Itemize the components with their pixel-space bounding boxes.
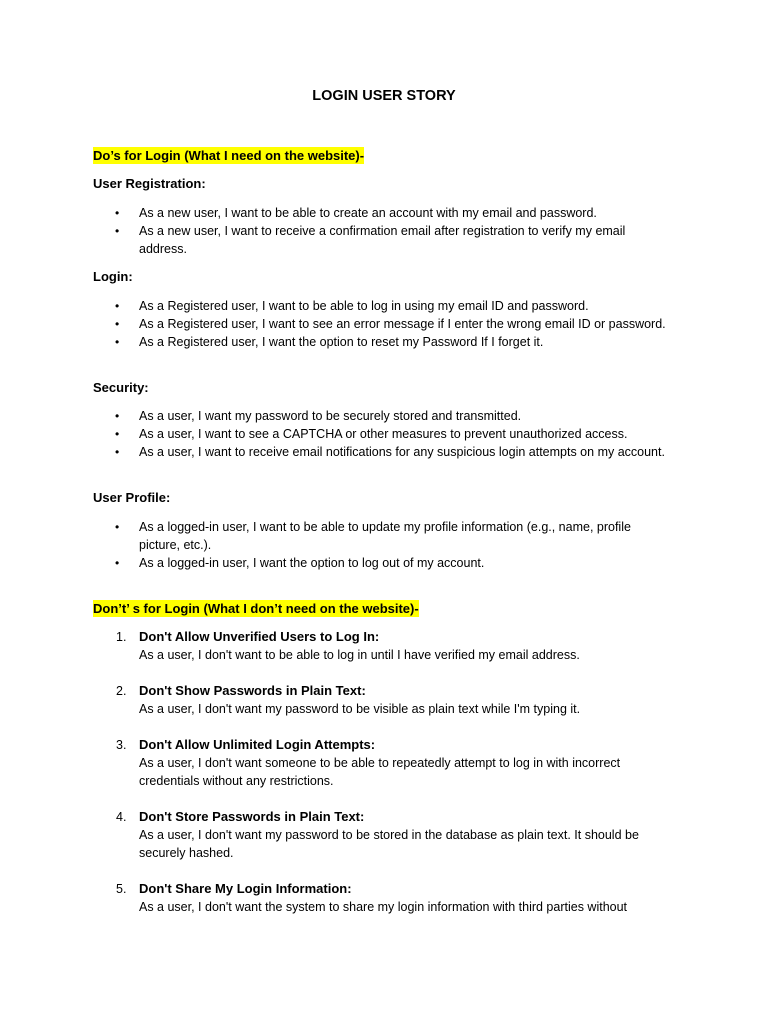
bullet-icon: • bbox=[115, 299, 120, 313]
list-item bbox=[0, 808, 669, 862]
list-item bbox=[0, 443, 669, 461]
list-item-text: As a user, I want my password to be securely stored and transmitted. bbox=[139, 409, 522, 423]
donts-heading-text: Don’t’ s for Login (What I don’t need on the website)- bbox=[93, 601, 419, 616]
list-item bbox=[0, 425, 669, 443]
list-item-text: As a Registered user, I want to see an error message if I enter the wrong email ID or password. bbox=[139, 317, 666, 331]
list-item bbox=[0, 407, 669, 425]
list-item bbox=[0, 628, 669, 664]
list-item bbox=[0, 222, 669, 258]
bullet-icon: • bbox=[115, 556, 120, 570]
item-number: 3. bbox=[116, 738, 127, 752]
list-item bbox=[0, 333, 669, 351]
item-text: As a user, I don't want my password to be stored in the database as plain text. It should be securely hashed. bbox=[139, 828, 639, 860]
section-heading-security: Security: bbox=[93, 380, 149, 395]
bullet-icon: • bbox=[115, 445, 120, 459]
bullet-icon: • bbox=[115, 317, 120, 331]
donts-list bbox=[0, 628, 768, 934]
section-list-user-registration bbox=[0, 204, 768, 258]
list-item-text: As a logged-in user, I want the option to log out of my account. bbox=[139, 556, 485, 570]
item-text: As a user, I don't want my password to be visible as plain text while I'm typing it. bbox=[139, 702, 581, 716]
section-heading-login: Login: bbox=[93, 269, 133, 284]
list-item bbox=[0, 315, 669, 333]
section-list-security bbox=[0, 407, 768, 461]
list-item bbox=[0, 880, 669, 916]
bullet-icon: • bbox=[115, 224, 120, 238]
list-item bbox=[0, 736, 669, 790]
donts-heading bbox=[93, 600, 419, 618]
item-title: Don't Show Passwords in Plain Text: bbox=[139, 683, 366, 698]
item-text: As a user, I don't want someone to be able to repeatedly attempt to log in with incorrect credentials without any restrictions. bbox=[139, 756, 621, 788]
item-text: As a user, I don't want the system to share my login information with third parties without bbox=[139, 900, 628, 914]
list-item-text: As a user, I want to receive email notifications for any suspicious login attempts on my account. bbox=[139, 445, 665, 459]
list-item-text: As a Registered user, I want to be able to log in using my email ID and password. bbox=[139, 299, 589, 313]
section-list-login bbox=[0, 297, 768, 351]
list-item bbox=[0, 554, 669, 572]
dos-heading bbox=[93, 147, 364, 165]
section-heading-user-profile: User Profile: bbox=[93, 490, 171, 505]
item-title: Don't Allow Unverified Users to Log In: bbox=[139, 629, 380, 644]
section-heading-user-registration: User Registration: bbox=[93, 176, 206, 191]
item-text: As a user, I don't want to be able to log in until I have verified my email address. bbox=[139, 648, 580, 662]
item-number: 2. bbox=[116, 684, 127, 698]
list-item bbox=[0, 204, 669, 222]
page-title: LOGIN USER STORY bbox=[312, 88, 456, 104]
dos-heading-text: Do’s for Login (What I need on the website)- bbox=[93, 148, 365, 163]
item-title: Don't Share My Login Information: bbox=[139, 881, 352, 896]
bullet-icon: • bbox=[115, 427, 120, 441]
list-item-text: As a new user, I want to receive a confirmation email after registration to verify my email address. bbox=[139, 224, 626, 256]
list-item-text: As a user, I want to see a CAPTCHA or other measures to prevent unauthorized access. bbox=[139, 427, 628, 441]
bullet-icon: • bbox=[115, 409, 120, 423]
section-list-user-profile bbox=[0, 518, 768, 572]
item-number: 5. bbox=[116, 882, 127, 896]
item-title: Don't Allow Unlimited Login Attempts: bbox=[139, 737, 376, 752]
list-item-text: As a logged-in user, I want to be able to update my profile information (e.g., name, profile picture, etc.). bbox=[139, 520, 631, 552]
list-item bbox=[0, 518, 669, 554]
bullet-icon: • bbox=[115, 335, 120, 349]
item-title: Don't Store Passwords in Plain Text: bbox=[139, 809, 365, 824]
list-item bbox=[0, 297, 669, 315]
bullet-icon: • bbox=[115, 206, 120, 220]
item-number: 4. bbox=[116, 810, 127, 824]
list-item-text: As a new user, I want to be able to create an account with my email and password. bbox=[139, 206, 597, 220]
list-item-text: As a Registered user, I want the option to reset my Password If I forget it. bbox=[139, 335, 544, 349]
list-item bbox=[0, 682, 669, 718]
bullet-icon: • bbox=[115, 520, 120, 534]
item-number: 1. bbox=[116, 630, 127, 644]
